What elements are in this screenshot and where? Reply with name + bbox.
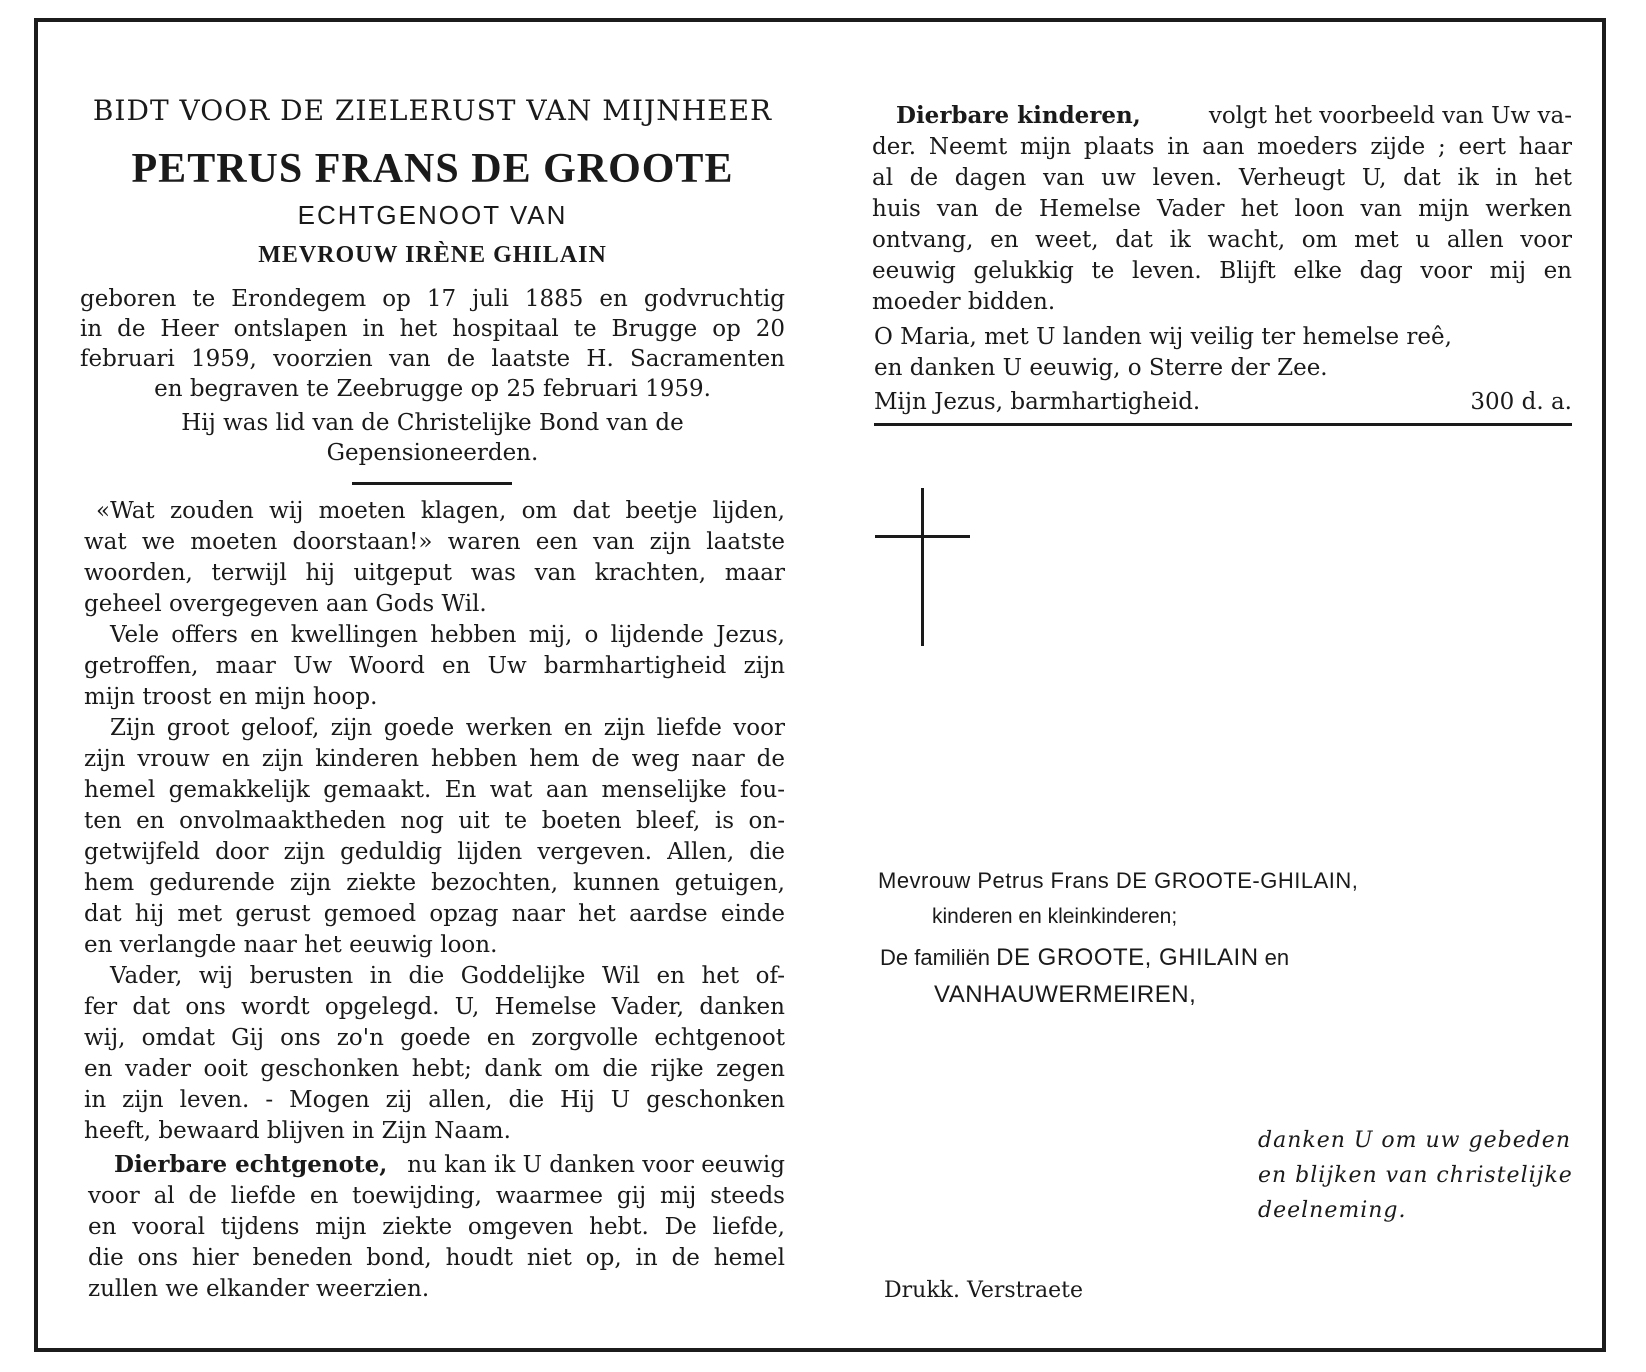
prayer-line: O Maria, met U landen wij veilig ter hemelse reê,: [874, 324, 1452, 350]
text-line: getwijfeld door zijn geduldig lijden vergeven. Allen, die: [84, 839, 785, 865]
text-line: al de dagen van uw leven. Verheugt U, dat ik in het: [872, 165, 1572, 191]
prayer-divider: [874, 423, 1572, 426]
text-line: Vele offers en kwellingen hebben mij, o lijdende Jezus,: [110, 622, 785, 648]
deceased-name: PETRUS FRANS DE GROOTE: [131, 146, 734, 192]
text-line: wat we moeten doorstaan!» waren een van zijn laatste: [84, 529, 785, 555]
text-line: en vooral tijdens mijn ziekte omgeven hebt. De liefde,: [88, 1214, 785, 1240]
thanks-line: danken U om uw gebeden: [1258, 1128, 1571, 1153]
section-divider: [352, 482, 512, 485]
families-and: en: [1264, 945, 1290, 970]
text-line: wij, omdat Gij ons zo'n goede en zorgvolle echtgenoot: [84, 1025, 785, 1051]
bio-line: Hij was lid van de Christelijke Bond van de: [181, 410, 684, 436]
text-line: hem gedurende zijn ziekte bezochten, kunnen getuigen,: [84, 870, 785, 896]
pray-heading: BIDT VOOR DE ZIELERUST VAN MIJNHEER: [92, 94, 773, 127]
text-line: mijn troost en mijn hoop.: [84, 684, 378, 710]
text-line: heeft, bewaard blijven in Zijn Naam.: [84, 1118, 511, 1144]
text-line: zijn vrouw en zijn kinderen hebben hem de weg naar de: [84, 746, 785, 772]
bio-line: in de Heer ontslapen in het hospitaal te Brugge op 20: [80, 316, 785, 342]
text-line: in zijn leven. - Mogen zij allen, die Hij U geschonken: [84, 1087, 785, 1113]
text-line: moeder bidden.: [872, 289, 1056, 315]
bio-line: geboren te Erondegem op 17 juli 1885 en godvruchtig: [80, 286, 785, 312]
text-line: [896, 101, 1572, 131]
thanks-line: en blijken van christelijke: [1258, 1163, 1573, 1188]
bio-line: en begraven te Zeebrugge op 25 februari 1959.: [154, 376, 711, 402]
children-address: Dierbare kinderen,: [896, 102, 1141, 129]
text-line: der. Neemt mijn plaats in aan moeders zijde ; eert haar: [872, 134, 1572, 160]
families-names: DE GROOTE, GHILAIN: [996, 944, 1259, 971]
families-prefix: De familiën: [880, 945, 991, 970]
children-line: kinderen en kleinkinderen;: [932, 905, 1178, 928]
text-line: [114, 1150, 785, 1180]
bio-line: februari 1959, voorzien van de laatste H. Sacramenten: [80, 346, 785, 372]
text-line: huis van de Hemelse Vader het loon van mijn werken: [872, 196, 1572, 222]
wife-name: MEVROUW IRÈNE GHILAIN: [258, 242, 607, 268]
text-line: en verlangde naar het eeuwig loon.: [84, 932, 498, 958]
text-line: Vader, wij berusten in die Goddelijke Wil en het of-: [110, 963, 785, 989]
text-line: hemel gemakkelijk gemaakt. En wat aan menselijke fou-: [84, 777, 785, 803]
text-line: voor al de liefde en toewijding, waarmee gij mij steeds: [88, 1183, 785, 1209]
text-line: die ons hier beneden bond, houdt niet op, in de hemel: [88, 1245, 785, 1271]
indulgence-note: 300 d. a.: [1470, 389, 1572, 415]
thanks-line: deelneming.: [1258, 1198, 1407, 1223]
text-line: geheel overgegeven aan Gods Wil.: [84, 591, 487, 617]
text-segment: volgt het voorbeeld van Uw va-: [1201, 103, 1572, 129]
text-line: en vader ooit geschonken hebt; dank om die rijke zegen: [84, 1056, 785, 1082]
text-line: ontvang, en weet, dat ik wacht, om met u allen voor: [872, 227, 1572, 253]
widow-line: Mevrouw Petrus Frans DE GROOTE-GHILAIN,: [878, 868, 1359, 893]
jesus-invocation: Mijn Jezus, barmhartigheid.: [874, 389, 1201, 415]
printer-credit: Drukk. Verstraete: [884, 1278, 1084, 1303]
cross-icon: [921, 488, 924, 646]
bio-line: Gepensioneerden.: [326, 440, 539, 466]
text-line: eeuwig gelukkig te leven. Blijft elke dag voor mij en: [872, 258, 1572, 284]
text-line: Zijn groot geloof, zijn goede werken en zijn liefde voor: [110, 715, 785, 741]
text-line: zullen we elkander weerzien.: [88, 1276, 430, 1302]
text-line: dat hij met gerust gemoed opzag naar het aardse einde: [84, 901, 785, 927]
text-line: ten en onvolmaaktheden nog uit te boeten bleef, is on-: [84, 808, 785, 834]
prayer-line: en danken U eeuwig, o Sterre der Zee.: [874, 355, 1328, 381]
text-line: «Wat zouden wij moeten klagen, om dat beetje lijden,: [96, 498, 785, 524]
families-last: VANHAUWERMEIREN,: [934, 981, 1197, 1008]
cross-bar: [875, 535, 970, 538]
families-line: [880, 943, 1289, 973]
text-line: woorden, terwijl hij uitgeput was van krachten, maar: [84, 560, 785, 586]
text-line: getroffen, maar Uw Woord en Uw barmhartigheid zijn: [84, 653, 785, 679]
text-line: fer dat ons wordt opgelegd. U, Hemelse Vader, danken: [84, 994, 785, 1020]
spouse-address: Dierbare echtgenote,: [114, 1151, 388, 1178]
spouse-of-label: ECHTGENOOT VAN: [297, 200, 568, 230]
text-segment: nu kan ik U danken voor eeuwig: [399, 1152, 785, 1178]
